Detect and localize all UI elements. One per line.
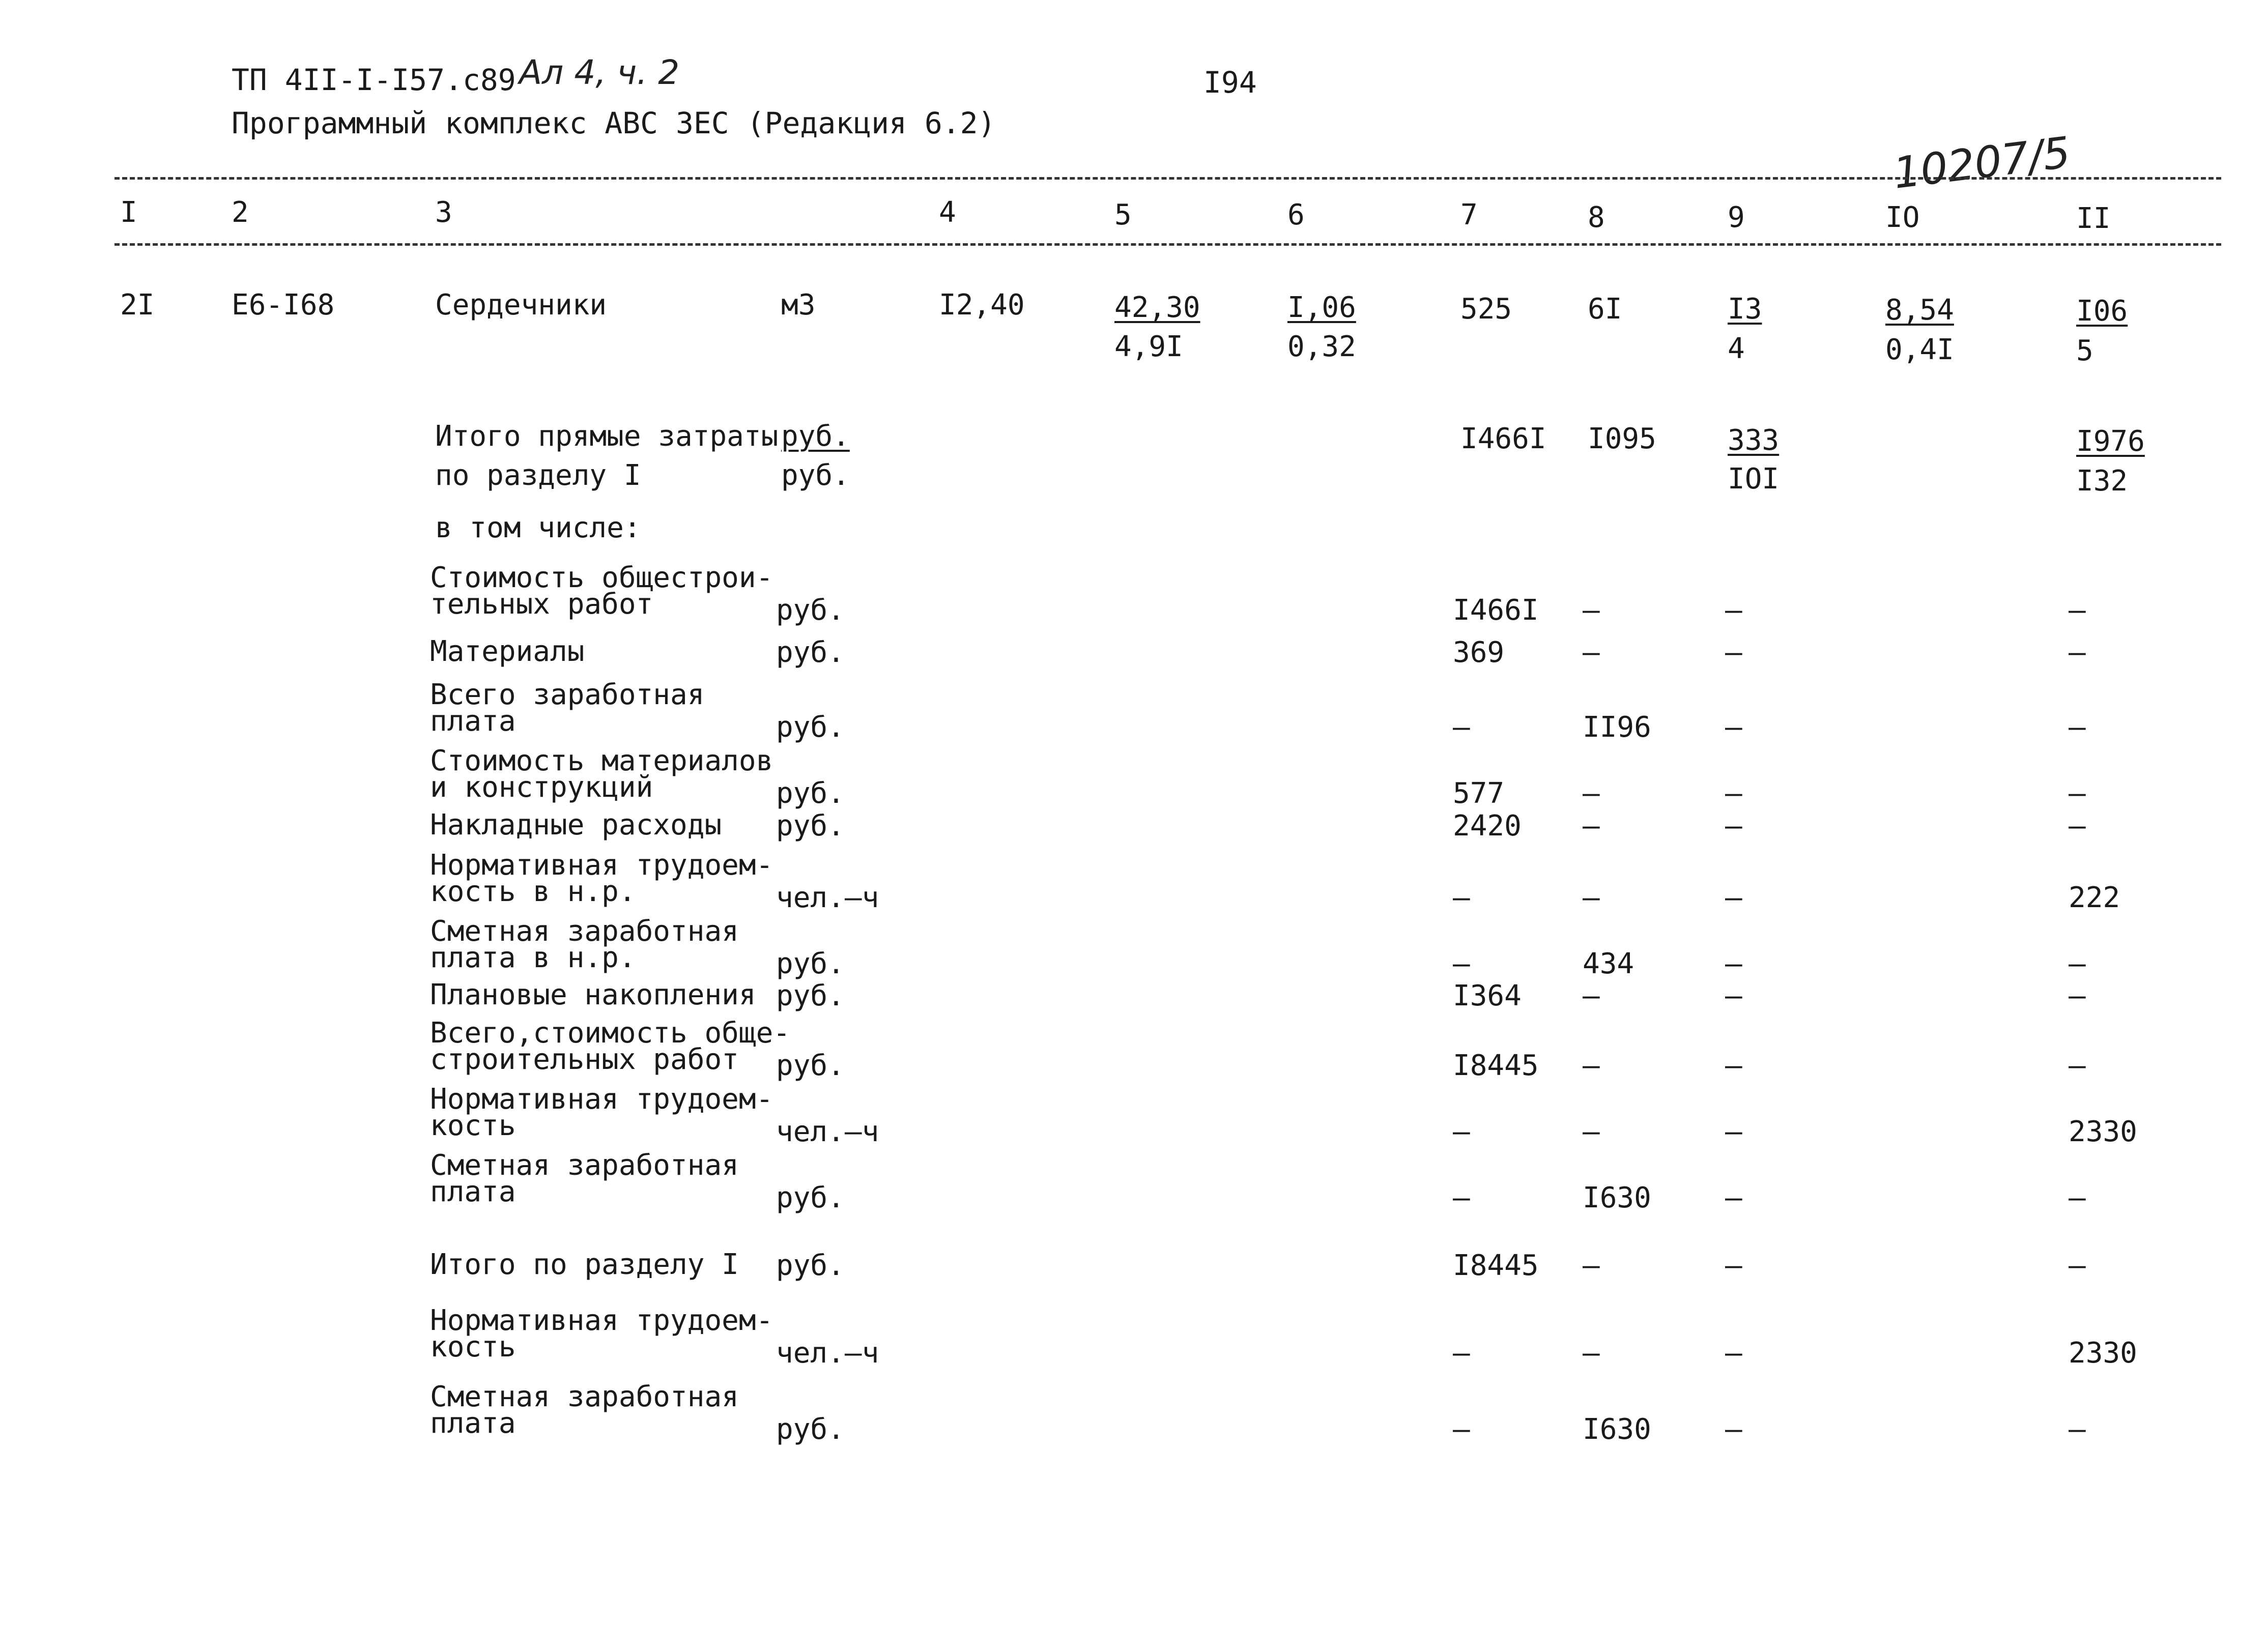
summary-label: Итого по разделу I — [430, 1248, 739, 1281]
summary-c11: – — [2069, 1049, 2086, 1082]
summary-c7: 577 — [1453, 777, 1505, 810]
summary-c9: – — [1725, 1115, 1742, 1148]
summary-c11: 222 — [2069, 881, 2120, 914]
totals-c11-bottom: I32 — [2076, 465, 2128, 498]
column-header: 8 — [1588, 201, 1605, 234]
column-header: 2 — [232, 196, 249, 229]
summary-c11: – — [2069, 636, 2086, 669]
handwritten-number: 10207/5 — [1890, 127, 2073, 198]
summary-unit: руб. — [776, 711, 845, 744]
summary-unit: руб. — [776, 947, 845, 980]
summary-label: Нормативная трудоем- кость — [430, 1304, 773, 1364]
summary-unit: чел.–ч — [776, 1115, 879, 1148]
cell-c5-top: 42,30 — [1114, 291, 1200, 324]
summary-c7: I8445 — [1453, 1049, 1539, 1082]
summary-label: Всего,стоимость обще- строительных работ — [430, 1017, 791, 1076]
cell-c10-bottom: 0,4I — [1885, 333, 1954, 366]
including-label: в том числе: — [435, 511, 641, 544]
summary-c8: 434 — [1583, 947, 1634, 980]
summary-c8: – — [1583, 809, 1600, 843]
summary-unit: руб. — [776, 636, 845, 669]
summary-c9: – — [1725, 1181, 1742, 1214]
cell-c8: 6I — [1588, 293, 1622, 326]
summary-unit: руб. — [776, 979, 845, 1012]
cell-c9-bottom: 4 — [1728, 332, 1745, 365]
summary-c7: – — [1453, 947, 1470, 980]
summary-c8: – — [1583, 881, 1600, 914]
summary-unit: руб. — [776, 594, 845, 627]
summary-label: Всего заработная плата — [430, 678, 705, 738]
summary-label: Сметная заработная плата в н.р. — [430, 915, 739, 974]
row-quantity: I2,40 — [939, 288, 1025, 322]
document-subtitle: Программный комплекс АВС ЗЕС (Редакция 6.2) — [232, 106, 996, 140]
summary-c8: I630 — [1583, 1413, 1651, 1446]
summary-c7: 2420 — [1453, 809, 1522, 843]
column-header: II — [2076, 202, 2111, 235]
cell-c10-top: 8,54 — [1885, 294, 1954, 327]
summary-c9: – — [1725, 947, 1742, 980]
summary-c9: – — [1725, 1249, 1742, 1282]
summary-unit: чел.–ч — [776, 881, 879, 914]
summary-label: Нормативная трудоем- кость в н.р. — [430, 849, 773, 908]
column-header: I — [120, 196, 137, 229]
summary-c7: 369 — [1453, 636, 1505, 669]
summary-c8: – — [1583, 1249, 1600, 1282]
summary-c9: – — [1725, 1049, 1742, 1082]
document-code: ТП 4II-I-I57.c89 — [232, 63, 516, 97]
summary-c9: – — [1725, 594, 1742, 627]
summary-c9: – — [1725, 979, 1742, 1012]
totals-c9-top: 333 — [1728, 424, 1780, 457]
header-rule-top — [114, 177, 2221, 180]
row-unit: м3 — [781, 288, 816, 322]
totals-label-line1: Итого прямые затраты — [435, 420, 779, 453]
summary-c9: – — [1725, 777, 1742, 810]
summary-c11: – — [2069, 979, 2086, 1012]
summary-c7: – — [1453, 881, 1470, 914]
totals-unit2: руб. — [781, 459, 850, 492]
cell-c9-top: I3 — [1728, 293, 1762, 326]
totals-unit1: руб. — [781, 420, 850, 453]
summary-c8: – — [1583, 594, 1600, 627]
summary-c7: I466I — [1453, 594, 1539, 627]
summary-label: Накладные расходы — [430, 808, 722, 842]
summary-c8: – — [1583, 1115, 1600, 1148]
summary-label: Плановые накопления — [430, 978, 756, 1011]
summary-c11: – — [2069, 947, 2086, 980]
summary-c11: – — [2069, 777, 2086, 810]
summary-c9: – — [1725, 809, 1742, 843]
column-header: 9 — [1728, 201, 1745, 234]
column-header: 6 — [1287, 198, 1305, 231]
row-name: Сердечники — [435, 288, 607, 322]
cell-c11-bottom: 5 — [2076, 334, 2093, 367]
summary-c9: – — [1725, 711, 1742, 744]
summary-unit: руб. — [776, 1249, 845, 1282]
summary-label: Материалы — [430, 635, 585, 668]
totals-c8: I095 — [1588, 422, 1656, 455]
summary-c8: – — [1583, 1337, 1600, 1370]
row-number: 2I — [120, 288, 155, 322]
summary-c11: 2330 — [2069, 1337, 2137, 1370]
handwritten-note: Ал 4, ч. 2 — [519, 53, 680, 92]
summary-c9: – — [1725, 1413, 1742, 1446]
summary-label: Нормативная трудоем- кость — [430, 1083, 773, 1142]
summary-unit: руб. — [776, 809, 845, 843]
summary-c8: II96 — [1583, 711, 1651, 744]
summary-label: Сметная заработная плата — [430, 1149, 739, 1208]
totals-c11-top: I976 — [2076, 425, 2145, 458]
summary-c7: I364 — [1453, 979, 1522, 1012]
summary-label: Стоимость материалов и конструкций — [430, 744, 773, 804]
cell-c7: 525 — [1460, 293, 1512, 326]
summary-c8: – — [1583, 1049, 1600, 1082]
summary-c11: – — [2069, 594, 2086, 627]
column-header: 3 — [435, 196, 452, 229]
totals-c7: I466I — [1460, 422, 1546, 455]
summary-c8: – — [1583, 636, 1600, 669]
cell-c6-top: I,06 — [1287, 291, 1356, 324]
summary-c7: – — [1453, 1413, 1470, 1446]
column-header: 5 — [1114, 198, 1132, 231]
page-number: I94 — [1203, 65, 1257, 100]
summary-c11: – — [2069, 1181, 2086, 1214]
column-header: IO — [1885, 201, 1920, 234]
summary-unit: чел.–ч — [776, 1337, 879, 1370]
totals-c9-bottom: IOI — [1728, 462, 1780, 496]
summary-c8: I630 — [1583, 1181, 1651, 1214]
summary-c7: – — [1453, 1181, 1470, 1214]
column-header: 4 — [939, 196, 956, 229]
summary-c9: – — [1725, 881, 1742, 914]
summary-c7: – — [1453, 1337, 1470, 1370]
summary-label: Сметная заработная плата — [430, 1380, 739, 1440]
summary-label: Стоимость общестрои- тельных работ — [430, 561, 773, 621]
column-header: 7 — [1460, 198, 1478, 231]
summary-c7: – — [1453, 1115, 1470, 1148]
summary-c11: – — [2069, 711, 2086, 744]
summary-c7: – — [1453, 711, 1470, 744]
summary-c9: – — [1725, 636, 1742, 669]
cell-c6-bottom: 0,32 — [1287, 330, 1356, 363]
summary-c11: – — [2069, 1249, 2086, 1282]
summary-c7: I8445 — [1453, 1249, 1539, 1282]
summary-c11: – — [2069, 1413, 2086, 1446]
header-rule-bottom — [114, 243, 2221, 246]
totals-label-line2: по разделу I — [435, 459, 641, 492]
summary-unit: руб. — [776, 777, 845, 810]
summary-c8: – — [1583, 979, 1600, 1012]
summary-unit: руб. — [776, 1049, 845, 1082]
summary-unit: руб. — [776, 1181, 845, 1214]
summary-c8: – — [1583, 777, 1600, 810]
summary-c11: – — [2069, 809, 2086, 843]
summary-unit: руб. — [776, 1413, 845, 1446]
cell-c11-top: I06 — [2076, 295, 2128, 328]
summary-c11: 2330 — [2069, 1115, 2137, 1148]
summary-c9: – — [1725, 1337, 1742, 1370]
cell-c5-bottom: 4,9I — [1114, 330, 1183, 363]
row-code: Е6-I68 — [232, 288, 335, 322]
